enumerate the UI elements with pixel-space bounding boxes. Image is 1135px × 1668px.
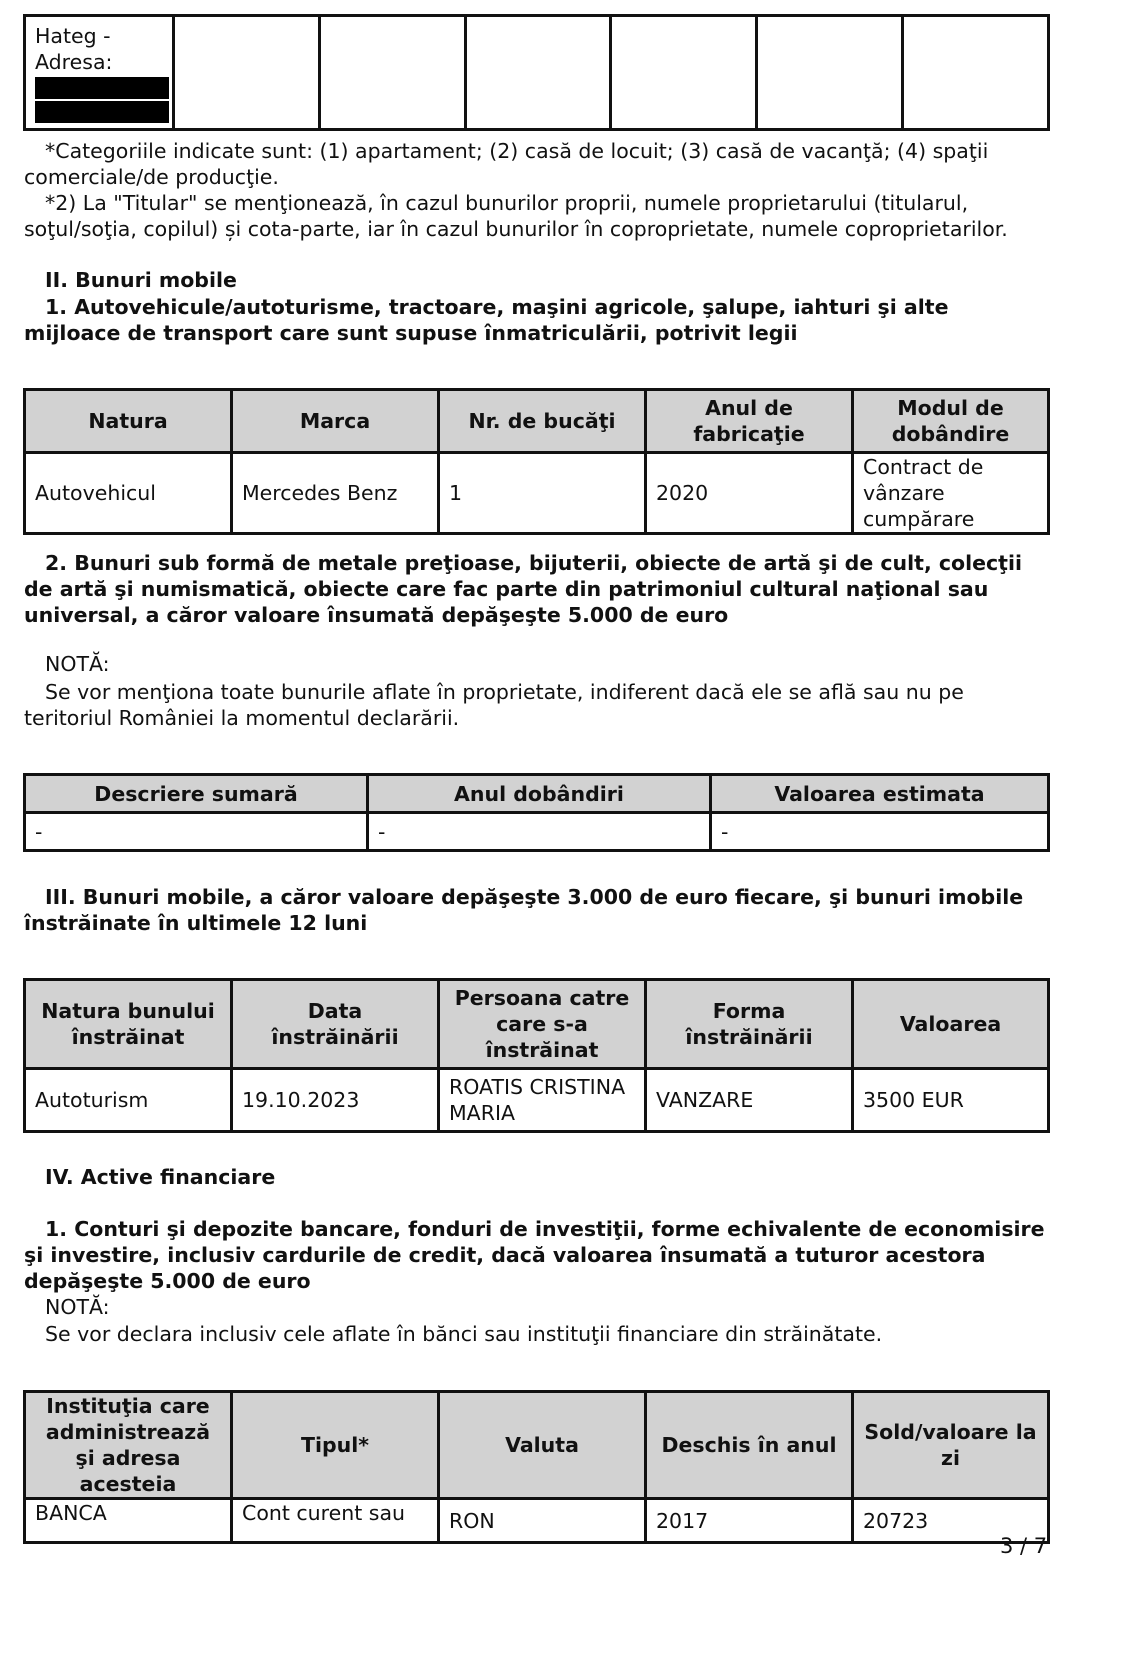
alienated-goods-table [23,978,1050,1133]
table-cell: VANZARE [646,1069,853,1132]
table-cell: 3500 EUR [853,1069,1049,1132]
subsection-heading: 1. Conturi şi depozite bancare, fonduri de investiţii, forme echivalente de economisire şi investire, inclusiv cardurile de credit, dacă valoarea însumată a tuturor acestora depăşeşte 5.000 de euro [24,1217,1045,1293]
table-cell: ROATIS CRISTINA MARIA [439,1069,646,1132]
note-label: NOTĂ: [45,652,110,676]
table-header: Data înstrăinării [232,980,439,1069]
table-header: Modul de dobândire [853,390,1049,453]
redacted-block [35,101,169,123]
table-header: Marca [232,390,439,453]
table-header: Tipul* [232,1392,439,1499]
table-header: Natura bunului înstrăinat [25,980,232,1069]
location-text: Hateg - [35,24,111,48]
table-cell: - [711,813,1049,851]
table-cell: - [368,813,711,851]
table-header: Natura [25,390,232,453]
empty-cell [465,16,611,130]
financial-assets-table [23,1390,1050,1544]
note-text: Se vor declara inclusiv cele aflate în bănci sau instituţii financiare din străinătate. [45,1322,883,1346]
note-label: NOTĂ: [45,1295,110,1319]
table-row [25,1499,1049,1543]
redacted-block [35,77,169,99]
categories-note: *Categoriile indicate sunt: (1) apartament; (2) casă de locuit; (3) casă de vacanţă; (4) spaţii comerciale/de producţie. [24,139,989,189]
table-header: Anul dobândiri [368,775,711,813]
table-header: Deschis în anul [646,1392,853,1499]
table-row [25,813,1049,851]
table-header: Valuta [439,1392,646,1499]
table-cell: 19.10.2023 [232,1069,439,1132]
page-number: 3 / 7 [1000,1534,1048,1558]
titular-note: *2) La "Titular" se menţionează, în cazul bunurilor proprii, numele proprietarului (titularul, soţul/soţia, copilul) și cota-parte, iar în cazul bunurilor în coproprietate, numele coproprietarilor. [24,191,1008,241]
table-header: Forma înstrăinării [646,980,853,1069]
property-table-remnant [23,14,1050,131]
table-header: Nr. de bucăţi [439,390,646,453]
table-cell: RON [439,1499,646,1543]
table-header: Valoarea [853,980,1049,1069]
table-row [25,1069,1049,1132]
table-cell: Mercedes Benz [232,453,439,534]
table-cell: Cont curent sau [232,1499,439,1543]
empty-cell [319,16,465,130]
empty-cell [757,16,903,130]
table-cell: 1 [439,453,646,534]
table-cell: 2020 [646,453,853,534]
section-heading: II. Bunuri mobile [45,268,237,292]
table-cell: Autovehicul [25,453,232,534]
section-heading: IV. Active financiare [45,1165,276,1189]
table-cell: 20723 [853,1499,1049,1543]
valuables-table [23,773,1050,852]
note-text: Se vor menţiona toate bunurile aflate în proprietate, indiferent dacă ele se află sau nu pe teritoriul României la momentul declarării. [24,680,964,730]
table-cell: Contract de vânzare cumpărare [853,453,1049,534]
table-header: Instituţia care administrează şi adresa acesteia [25,1392,232,1499]
address-label: Adresa: [35,50,113,74]
empty-cell [903,16,1049,130]
subsection-heading: 1. Autovehicule/autoturisme, tractoare, maşini agricole, şalupe, iahturi şi alte mijloace de transport care sunt supuse înmatriculării, potrivit legii [24,295,949,345]
table-header: Anul de fabricaţie [646,390,853,453]
subsection-heading: 2. Bunuri sub formă de metale preţioase, bijuterii, obiecte de artă şi de cult, colecţii de artă şi numismatică, obiecte care fac parte din patrimoniul cultural naţional sau universal, a căror valoare însumată depăşeşte 5.000 de euro [24,551,1023,627]
table-cell: 2017 [646,1499,853,1543]
table-row [25,453,1049,534]
table-cell: - [25,813,368,851]
table-header: Sold/valoare la zi [853,1392,1049,1499]
table-cell: BANCA [25,1499,232,1543]
section-heading: III. Bunuri mobile, a căror valoare depăşeşte 3.000 de euro fiecare, şi bunuri imobile înstrăinate în ultimele 12 luni [24,885,1024,935]
property-address-cell [25,16,174,130]
table-header: Descriere sumară [25,775,368,813]
table-header: Valoarea estimata [711,775,1049,813]
table-header: Persoana catre care s-a înstrăinat [439,980,646,1069]
empty-cell [174,16,320,130]
table-cell: Autoturism [25,1069,232,1132]
empty-cell [611,16,757,130]
vehicles-table [23,388,1050,535]
